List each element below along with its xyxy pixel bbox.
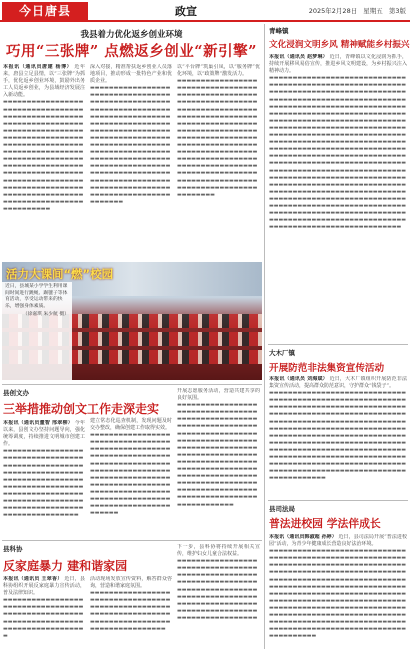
photo-caption <box>2 282 72 380</box>
article3-filler-1: ▬▬▬▬▬▬▬▬▬▬▬▬▬▬▬▬▬▬▬▬▬▬▬▬▬▬▬▬▬▬▬▬▬▬▬▬▬▬▬▬▬▬▬▬▬▬▬▬▬▬▬▬▬▬▬▬▬▬▬▬▬▬▬▬▬▬▬▬▬▬▬▬▬▬▬▬▬▬▬▬▬▬▬▬▬▬ <box>3 597 84 639</box>
lead-kicker: 我县着力优化返乡创业环境 <box>80 30 183 40</box>
lead-byline: 本报讯（通讯员唐建 杨博） <box>3 64 73 70</box>
side1-filler: ▬▬▬▬▬▬▬▬▬▬▬▬▬▬▬▬▬▬▬▬▬▬▬▬▬▬▬▬▬▬▬▬▬▬▬▬▬▬▬▬▬▬▬▬▬▬▬▬▬▬▬▬▬▬▬▬▬▬▬▬▬▬▬▬▬▬▬▬▬▬▬▬▬▬▬▬▬▬▬▬▬▬▬▬▬▬▬▬▬▬▬▬▬▬▬▬▬▬▬▬▬▬▬▬▬▬▬▬▬▬▬▬▬▬▬▬▬▬▬▬▬▬▬▬▬▬▬▬▬▬▬▬▬▬▬▬▬▬▬▬▬▬▬▬▬▬▬▬▬▬▬▬▬▬▬▬▬▬▬▬▬▬▬▬▬▬▬▬▬▬▬▬▬▬▬▬▬▬▬▬▬▬▬▬▬▬▬▬▬▬▬▬▬▬▬▬▬▬▬▬▬▬▬▬▬▬▬▬▬▬▬▬▬▬▬▬▬▬▬▬▬▬▬▬▬▬▬▬▬▬▬▬▬▬▬▬▬▬▬▬▬▬▬▬▬▬▬▬▬▬▬▬▬▬▬▬▬▬▬▬▬▬▬▬▬▬▬▬▬▬▬▬▬▬▬▬▬▬▬▬▬▬▬▬▬▬▬▬▬▬▬▬▬▬▬▬▬▬▬▬▬▬▬▬▬▬▬▬▬▬▬▬▬▬▬▬▬▬▬▬▬▬▬▬▬▬▬▬▬▬▬▬▬▬▬▬▬▬▬▬▬▬▬▬▬▬▬▬▬▬▬▬▬▬▬▬▬▬▬▬▬▬▬▬▬▬▬▬▬▬▬▬▬▬▬▬▬▬▬▬▬▬▬▬▬▬▬▬▬▬▬▬▬▬▬▬▬▬▬▬▬▬▬▬▬▬▬▬▬▬▬▬▬▬▬▬▬▬▬▬▬▬▬▬▬▬▬▬▬▬▬▬▬▬▬▬▬▬▬▬▬▬▬▬▬▬▬▬▬▬▬▬▬▬▬▬▬▬▬▬▬▬▬▬▬▬▬▬▬▬▬▬▬▬▬▬▬▬▬▬▬▬▬▬▬▬▬▬▬▬▬▬▬▬▬▬▬▬▬▬▬▬▬▬▬▬▬▬▬▬▬▬▬▬▬▬▬▬▬▬▬▬▬▬▬▬▬▬▬▬▬▬▬▬▬▬▬▬▬▬▬▬▬▬▬▬▬▬▬▬▬▬▬▬▬▬▬▬▬▬▬▬▬▬▬▬▬▬▬▬▬▬▬▬▬▬▬▬▬▬▬▬▬▬▬▬▬▬▬▬▬▬▬▬▬▬▬▬▬▬▬▬▬▬▬▬▬▬▬▬▬▬▬▬▬▬▬▬▬▬▬▬▬▬▬▬▬▬▬▬▬▬▬▬▬▬▬ <box>269 75 406 231</box>
side3-label: 县司法局 <box>269 505 295 513</box>
side2-headline: 开展防范非法集资宣传活动 <box>269 363 385 374</box>
article2-label: 县创文办 <box>3 389 29 397</box>
lead-column-1 <box>3 64 85 262</box>
article2-column-3 <box>177 388 260 538</box>
issue-date: 2025年2月28日 <box>308 7 358 15</box>
article3-text-3: 下一步，县科协将持续开展相关宣传，维护妇女儿童合法权益。 <box>177 544 260 558</box>
article3-text-2: 活动现场发放宣传资料，解答群众咨询，营造和谐家庭氛围。 <box>90 576 172 590</box>
lead-text-3: 以“平台牌”筑巢引凤，以“服务牌”优化环境，以“政策牌”激发活力。 <box>177 64 260 78</box>
side3-headline: 普法进校园 学法伴成长 <box>269 517 381 530</box>
side2-filler: ▬▬▬▬▬▬▬▬▬▬▬▬▬▬▬▬▬▬▬▬▬▬▬▬▬▬▬▬▬▬▬▬▬▬▬▬▬▬▬▬▬▬▬▬▬▬▬▬▬▬▬▬▬▬▬▬▬▬▬▬▬▬▬▬▬▬▬▬▬▬▬▬▬▬▬▬▬▬▬▬▬▬▬▬▬▬▬▬▬▬▬▬▬▬▬▬▬▬▬▬▬▬▬▬▬▬▬▬▬▬▬▬▬▬▬▬▬▬▬▬▬▬▬▬▬▬▬▬▬▬▬▬▬▬▬▬▬▬▬▬▬▬▬▬▬▬▬▬▬▬▬▬▬▬▬▬▬▬▬▬▬▬▬▬▬▬▬▬▬▬▬▬▬▬▬▬▬▬▬▬▬▬▬▬▬▬▬▬▬▬▬▬▬▬▬▬▬▬▬▬▬▬▬▬▬▬▬▬▬▬▬▬▬▬▬▬▬▬▬▬▬▬▬▬▬▬▬▬▬▬▬▬▬▬▬▬▬▬▬▬▬▬▬▬▬▬▬▬▬▬▬▬▬▬▬▬▬▬▬▬▬▬▬▬▬▬▬▬▬▬▬▬▬▬▬▬▬▬▬▬▬▬▬▬▬▬▬▬▬▬▬▬▬▬▬▬▬▬▬▬▬▬▬▬▬▬▬▬▬▬▬▬▬▬▬▬▬▬▬▬▬▬▬▬▬▬▬▬▬▬▬▬▬▬▬▬▬▬▬▬▬▬▬▬▬▬▬▬▬▬▬▬▬▬▬▬▬▬▬▬ <box>269 390 406 482</box>
lead-column-3 <box>177 64 260 262</box>
article2-text-1: 今年以来，县创文办坚持问题导向，强化统筹调度，持续推进文明城市创建工作。 <box>3 420 85 448</box>
article3-column-2 <box>90 576 172 646</box>
article2-text-3: 开展志愿服务活动，营造共建共享的良好氛围。 <box>177 388 260 402</box>
article2-headline: 三举措推动创文工作走深走实 <box>3 402 160 416</box>
side3-text: 近日，县司法局开展“普法进校园”活动，为青少年健康成长营造良好法治环境。 <box>269 534 407 548</box>
lead-filler-3: ▬▬▬▬▬▬▬▬▬▬▬▬▬▬▬▬▬▬▬▬▬▬▬▬▬▬▬▬▬▬▬▬▬▬▬▬▬▬▬▬▬▬▬▬▬▬▬▬▬▬▬▬▬▬▬▬▬▬▬▬▬▬▬▬▬▬▬▬▬▬▬▬▬▬▬▬▬▬▬▬▬▬▬▬▬▬▬▬▬▬▬▬▬▬▬▬▬▬▬▬▬▬▬▬▬▬▬▬▬▬▬▬▬▬▬▬▬▬▬▬▬▬▬▬▬▬▬▬▬▬▬▬▬▬▬▬▬▬▬▬▬▬▬▬▬▬▬▬▬▬▬▬▬▬▬▬▬▬▬▬▬▬▬▬▬▬▬▬▬▬▬▬▬▬▬▬▬▬▬▬▬▬▬▬▬▬▬▬▬▬▬▬▬▬▬▬▬▬▬▬▬▬▬▬▬▬▬▬▬▬▬▬▬▬▬▬▬▬▬▬▬▬▬▬▬▬▬▬▬▬▬▬▬▬▬▬▬▬▬▬▬▬▬▬▬▬▬▬▬▬▬▬▬▬▬▬▬▬▬▬▬▬▬▬▬▬▬▬▬▬▬▬▬▬▬▬▬▬▬▬ <box>177 78 258 198</box>
side1-headline: 文化浸润文明乡风 精神赋能乡村振兴 <box>269 40 410 50</box>
divider-1 <box>2 384 262 385</box>
lead-text-1: 近年来，唐县立足县情，以“三张牌”为抓手，优化返乡创业环境，鼓励外出务工人员返乡创业，为县域经济发展注入新动能。 <box>3 64 85 99</box>
article2-spacer <box>90 400 172 418</box>
article3-headline: 反家庭暴力 建和谐家园 <box>3 559 128 573</box>
article3-text-1: 近日，县科协组织开展反家庭暴力宣传活动，普及法律知识。 <box>3 576 85 597</box>
article2-column-1 <box>3 420 85 538</box>
side-divider-2 <box>268 500 408 501</box>
lead-headline: 巧用“三张牌” 点燃返乡创业“新引擎” <box>6 43 257 60</box>
article2-text-2: 建立常态化巡查机制，发现问题及时交办整改，确保创建工作取得实效。 <box>90 418 172 432</box>
side1-label: 青峰镇 <box>269 27 289 35</box>
side-column <box>268 24 408 649</box>
side1-byline: 本报讯（通讯员 赵梦琳） <box>269 54 328 60</box>
article3-filler-3: ▬▬▬▬▬▬▬▬▬▬▬▬▬▬▬▬▬▬▬▬▬▬▬▬▬▬▬▬▬▬▬▬▬▬▬▬▬▬▬▬▬▬▬▬▬▬▬▬▬▬▬▬▬▬▬▬▬▬▬▬▬▬▬▬▬▬▬▬▬▬▬▬▬▬▬▬▬▬▬▬▬▬▬▬▬▬▬▬▬▬▬▬▬▬▬▬▬▬▬▬▬▬▬▬▬▬▬▬▬▬▬▬▬▬▬▬▬▬▬▬▬▬▬▬▬▬▬▬▬▬▬▬▬▬▬▬▬▬▬▬▬▬▬▬▬▬▬▬▬▬▬▬▬ <box>177 558 258 621</box>
side2-byline: 本报讯（通讯员 刘海斌） <box>269 376 328 382</box>
issue-info <box>305 6 406 15</box>
article3-column-3 <box>177 544 260 646</box>
masthead-rule <box>0 20 410 22</box>
lead-filler-1: ▬▬▬▬▬▬▬▬▬▬▬▬▬▬▬▬▬▬▬▬▬▬▬▬▬▬▬▬▬▬▬▬▬▬▬▬▬▬▬▬▬▬▬▬▬▬▬▬▬▬▬▬▬▬▬▬▬▬▬▬▬▬▬▬▬▬▬▬▬▬▬▬▬▬▬▬▬▬▬▬▬▬▬▬▬▬▬▬▬▬▬▬▬▬▬▬▬▬▬▬▬▬▬▬▬▬▬▬▬▬▬▬▬▬▬▬▬▬▬▬▬▬▬▬▬▬▬▬▬▬▬▬▬▬▬▬▬▬▬▬▬▬▬▬▬▬▬▬▬▬▬▬▬▬▬▬▬▬▬▬▬▬▬▬▬▬▬▬▬▬▬▬▬▬▬▬▬▬▬▬▬▬▬▬▬▬▬▬▬▬▬▬▬▬▬▬▬▬▬▬▬▬▬▬▬▬▬▬▬▬▬▬▬▬▬▬▬▬▬▬▬▬▬▬▬▬▬▬▬▬▬▬▬▬▬▬▬▬▬▬▬▬▬▬▬▬▬▬▬▬▬▬▬▬▬▬▬▬▬▬▬▬▬▬▬ <box>3 99 84 212</box>
article3-label: 县科协 <box>3 545 23 553</box>
article3-filler-2: ▬▬▬▬▬▬▬▬▬▬▬▬▬▬▬▬▬▬▬▬▬▬▬▬▬▬▬▬▬▬▬▬▬▬▬▬▬▬▬▬▬▬▬▬▬▬▬▬▬▬▬▬▬▬▬▬▬▬▬▬▬▬▬▬▬▬▬▬▬▬▬▬▬▬▬▬▬▬▬▬▬▬▬▬▬▬▬▬▬▬▬▬▬▬▬▬▬▬▬▬▬ <box>90 590 171 632</box>
divider-2 <box>2 540 262 541</box>
side2-label: 大木厂镇 <box>269 349 295 357</box>
side3-byline: 本报讯（通讯员韩淑超 孙婷） <box>269 534 337 540</box>
lead-text-2: 深入对接，精准帮扶返乡创业人员落地项目，推动形成一批特色产业和优质企业。 <box>90 64 172 85</box>
issue-weekday: 星期五 <box>363 7 383 15</box>
section-name: 政宣 <box>175 5 197 18</box>
side2-text: 近日，大木厂镇组织开展防范非法集资宣传活动，提高群众防范意识，守护群众“钱袋子”。 <box>269 376 407 390</box>
side2-body <box>269 376 407 498</box>
issue-page: 第3版 <box>388 7 406 15</box>
article3-column-1 <box>3 576 85 646</box>
side-divider-1 <box>268 344 408 345</box>
newspaper-logo: 今日唐县 <box>2 2 88 20</box>
lead-filler-2: ▬▬▬▬▬▬▬▬▬▬▬▬▬▬▬▬▬▬▬▬▬▬▬▬▬▬▬▬▬▬▬▬▬▬▬▬▬▬▬▬▬▬▬▬▬▬▬▬▬▬▬▬▬▬▬▬▬▬▬▬▬▬▬▬▬▬▬▬▬▬▬▬▬▬▬▬▬▬▬▬▬▬▬▬▬▬▬▬▬▬▬▬▬▬▬▬▬▬▬▬▬▬▬▬▬▬▬▬▬▬▬▬▬▬▬▬▬▬▬▬▬▬▬▬▬▬▬▬▬▬▬▬▬▬▬▬▬▬▬▬▬▬▬▬▬▬▬▬▬▬▬▬▬▬▬▬▬▬▬▬▬▬▬▬▬▬▬▬▬▬▬▬▬▬▬▬▬▬▬▬▬▬▬▬▬▬▬▬▬▬▬▬▬▬▬▬▬▬▬▬▬▬▬▬▬▬▬▬▬▬▬▬▬▬▬▬▬▬▬▬▬▬▬▬▬▬▬▬▬▬▬▬▬▬▬▬▬▬▬▬▬▬▬▬▬▬▬▬▬▬▬▬▬▬▬▬▬▬▬▬▬▬▬▬▬▬▬▬▬▬▬▬▬▬▬▬▬▬▬ <box>90 85 171 205</box>
article2-column-2 <box>90 400 172 538</box>
article3-byline: 本报讯（通讯员 王翠香） <box>3 576 63 582</box>
article2-byline: 本报讯（通讯员董智 邢翠柳） <box>3 420 73 426</box>
article2-filler-3: ▬▬▬▬▬▬▬▬▬▬▬▬▬▬▬▬▬▬▬▬▬▬▬▬▬▬▬▬▬▬▬▬▬▬▬▬▬▬▬▬▬▬▬▬▬▬▬▬▬▬▬▬▬▬▬▬▬▬▬▬▬▬▬▬▬▬▬▬▬▬▬▬▬▬▬▬▬▬▬▬▬▬▬▬▬▬▬▬▬▬▬▬▬▬▬▬▬▬▬▬▬▬▬▬▬▬▬▬▬▬▬▬▬▬▬▬▬▬▬▬▬▬▬▬▬▬▬▬▬▬▬▬▬▬▬▬▬▬▬▬▬▬▬▬▬▬▬▬▬▬▬▬▬▬▬▬▬▬▬▬▬▬▬▬▬▬▬▬▬▬▬▬▬▬▬▬▬▬▬▬▬▬▬▬▬▬▬▬▬▬▬▬▬▬▬▬▬▬▬▬▬▬▬▬▬▬▬▬▬▬▬▬▬▬▬▬▬▬▬▬▬▬▬▬▬▬▬▬▬▬▬▬▬▬▬▬▬▬▬▬▬▬▬▬▬▬▬▬▬▬ <box>177 402 258 508</box>
side3-filler: ▬▬▬▬▬▬▬▬▬▬▬▬▬▬▬▬▬▬▬▬▬▬▬▬▬▬▬▬▬▬▬▬▬▬▬▬▬▬▬▬▬▬▬▬▬▬▬▬▬▬▬▬▬▬▬▬▬▬▬▬▬▬▬▬▬▬▬▬▬▬▬▬▬▬▬▬▬▬▬▬▬▬▬▬▬▬▬▬▬▬▬▬▬▬▬▬▬▬▬▬▬▬▬▬▬▬▬▬▬▬▬▬▬▬▬▬▬▬▬▬▬▬▬▬▬▬▬▬▬▬▬▬▬▬▬▬▬▬▬▬▬▬▬▬▬▬▬▬▬▬▬▬▬▬▬▬▬▬▬▬▬▬▬▬▬▬▬▬▬▬▬▬▬▬▬▬▬▬▬▬▬▬▬▬▬▬▬▬▬▬▬▬▬▬▬▬▬▬▬▬▬▬▬▬▬▬▬▬▬▬▬▬▬▬▬▬▬▬▬▬▬▬▬▬▬▬▬▬▬▬▬▬▬▬▬▬▬▬▬▬▬▬▬▬▬▬▬▬▬▬▬▬▬▬▬▬▬▬▬▬▬▬▬▬▬▬▬▬▬▬▬▬▬▬▬▬▬▬▬▬▬▬▬▬▬▬▬▬▬▬▬▬▬▬▬▬▬▬▬▬▬▬▬▬▬▬▬▬▬▬▬▬▬▬▬▬▬▬▬▬▬▬▬▬▬▬▬▬▬▬▬▬▬▬▬▬▬▬▬▬▬▬▬▬▬▬▬▬▬▬▬▬▬▬▬▬▬▬ <box>269 548 406 640</box>
masthead <box>0 0 410 22</box>
photo-caption-text: 近日，县城某小学学生利用课间时间进行跳绳、踢毽子等体育活动，享受运动带来的快乐，增强身体素质。 <box>5 284 68 309</box>
lead-column-2 <box>90 64 172 262</box>
article2-filler-1: ▬▬▬▬▬▬▬▬▬▬▬▬▬▬▬▬▬▬▬▬▬▬▬▬▬▬▬▬▬▬▬▬▬▬▬▬▬▬▬▬▬▬▬▬▬▬▬▬▬▬▬▬▬▬▬▬▬▬▬▬▬▬▬▬▬▬▬▬▬▬▬▬▬▬▬▬▬▬▬▬▬▬▬▬▬▬▬▬▬▬▬▬▬▬▬▬▬▬▬▬▬▬▬▬▬▬▬▬▬▬▬▬▬▬▬▬▬▬▬▬▬▬▬▬▬▬▬▬▬▬▬▬▬▬▬▬▬▬▬▬▬▬▬▬▬▬▬▬▬▬▬▬▬▬▬▬▬▬▬▬▬▬▬▬▬▬▬▬▬ <box>3 448 84 519</box>
main-column <box>0 24 263 649</box>
photo-credit: （徐嘉琪 朱少航 摄） <box>22 312 69 318</box>
side1-body <box>269 54 407 342</box>
side1-text: 近日，青峰镇以文化浸润为抓手，持续开展移风易俗宣传，推进乡风文明建设，为乡村振兴注入精神动力。 <box>269 54 407 75</box>
photo-headline: 活力大课间“燃”校园 <box>6 267 114 281</box>
side3-body <box>269 534 407 646</box>
column-divider <box>264 24 265 649</box>
article2-filler-2: ▬▬▬▬▬▬▬▬▬▬▬▬▬▬▬▬▬▬▬▬▬▬▬▬▬▬▬▬▬▬▬▬▬▬▬▬▬▬▬▬▬▬▬▬▬▬▬▬▬▬▬▬▬▬▬▬▬▬▬▬▬▬▬▬▬▬▬▬▬▬▬▬▬▬▬▬▬▬▬▬▬▬▬▬▬▬▬▬▬▬▬▬▬▬▬▬▬▬▬▬▬▬▬▬▬▬▬▬▬▬▬▬▬▬▬▬▬▬▬▬▬▬▬▬▬▬▬▬▬▬▬▬▬▬▬▬▬▬▬▬▬▬▬▬▬▬▬▬▬▬▬▬▬▬▬▬▬▬▬▬▬▬▬▬▬▬▬▬▬▬▬▬▬▬▬▬▬▬▬▬▬▬▬▬▬▬▬▬▬▬▬▬▬ <box>90 432 171 517</box>
